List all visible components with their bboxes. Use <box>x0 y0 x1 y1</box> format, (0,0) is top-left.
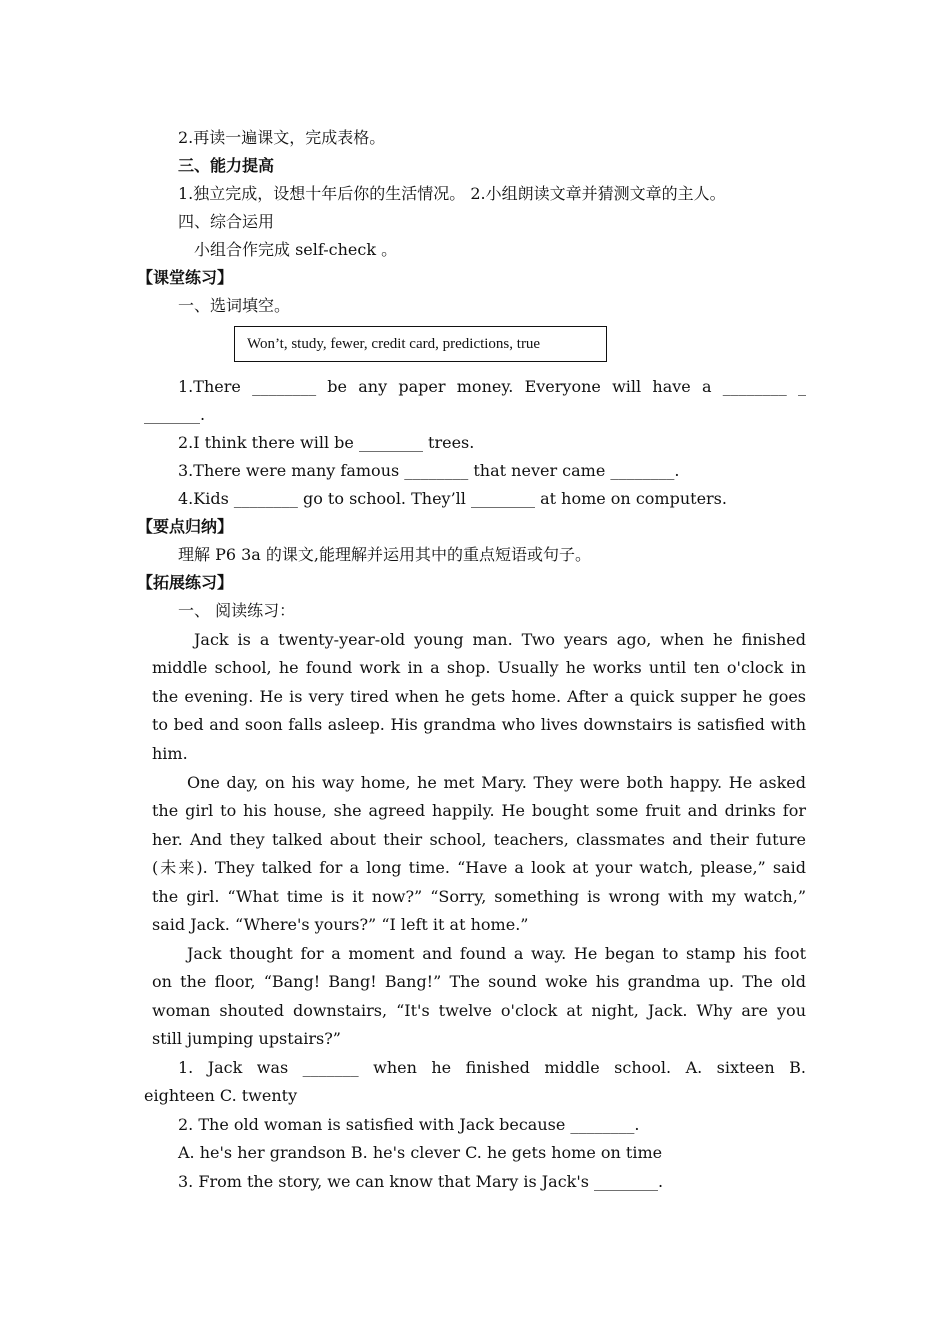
extension-heading: 【拓展练习】 <box>137 573 234 592</box>
fill-item-1-cont: _______. <box>144 405 206 424</box>
passage-line: said Jack. “Where's yours?” “I left it at home.” <box>152 915 529 934</box>
passage-line: the girl to his house, she agreed happily. He bought some fruit and drinks for <box>152 801 806 820</box>
fill-item-1: 1.There ________ be any paper money. Everyone will have a ________ _ <box>178 377 806 396</box>
question-2: 2. The old woman is satisfied with Jack because ________. <box>178 1115 640 1134</box>
class-practice-heading: 【课堂练习】 <box>137 268 234 287</box>
question-1: 1. Jack was _______ when he finished middle school. A. sixteen B. <box>178 1058 806 1077</box>
section-3-tasks: 1.独立完成，设想十年后你的生活情况。 2.小组朗读文章并猜测文章的主人。 <box>178 184 726 203</box>
passage-line: him. <box>152 744 188 763</box>
key-points-text: 理解 P6 3a 的课文,能理解并运用其中的重点短语或句子。 <box>178 545 592 564</box>
section-4-heading: 四、综合运用 <box>178 212 275 231</box>
passage-line: One day, on his way home, he met Mary. They were both happy. He asked <box>187 773 806 792</box>
key-points-heading: 【要点归纳】 <box>137 517 234 536</box>
question-3: 3. From the story, we can know that Mary is Jack's ________. <box>178 1172 664 1191</box>
passage-line: Jack thought for a moment and found a way. He began to stamp his foot <box>187 944 806 963</box>
word-bank-box: Won’t, study, fewer, credit card, predictions, true <box>234 326 607 362</box>
passage-line: still jumping upstairs?” <box>152 1029 341 1048</box>
passage-line: (未来). They talked for a long time. “Have a look at your watch, please,” said <box>152 858 806 877</box>
passage-line: the evening. He is very tired when he gets home. After a quick supper he goes <box>152 687 806 706</box>
section-4-task: 小组合作完成 self-check 。 <box>194 240 398 259</box>
step-2-text: 2.再读一遍课文，完成表格。 <box>178 128 386 147</box>
reading-instruction: 一、 阅读练习： <box>178 601 296 620</box>
section-3-heading: 三、能力提高 <box>178 156 275 175</box>
fill-item-3: 3.There were many famous ________ that never came ________. <box>178 461 680 480</box>
fill-blank-instruction: 一、选词填空。 <box>178 296 291 315</box>
fill-item-2: 2.I think there will be ________ trees. <box>178 433 475 452</box>
passage-line: to bed and soon falls asleep. His grandma who lives downstairs is satisfied with <box>152 715 806 734</box>
question-1-cont: eighteen C. twenty <box>144 1086 298 1105</box>
question-2-options: A. he's her grandson B. he's clever C. he gets home on time <box>178 1143 663 1162</box>
passage-line: on the floor, “Bang! Bang! Bang!” The sound woke his grandma up. The old <box>152 972 806 991</box>
fill-item-4: 4.Kids ________ go to school. They’ll ________ at home on computers. <box>178 489 727 508</box>
passage-line: Jack is a twenty-year-old young man. Two years ago, when he finished <box>194 630 806 649</box>
passage-line: woman shouted downstairs, “It's twelve o'clock at night, Jack. Why are you <box>152 1001 806 1020</box>
passage-line: her. And they talked about their school, teachers, classmates and their future <box>152 830 806 849</box>
passage-line: the girl. “What time is it now?” “Sorry, something is wrong with my watch,” <box>152 887 806 906</box>
passage-line: middle school, he found work in a shop. Usually he works until ten o'clock in <box>152 658 806 677</box>
